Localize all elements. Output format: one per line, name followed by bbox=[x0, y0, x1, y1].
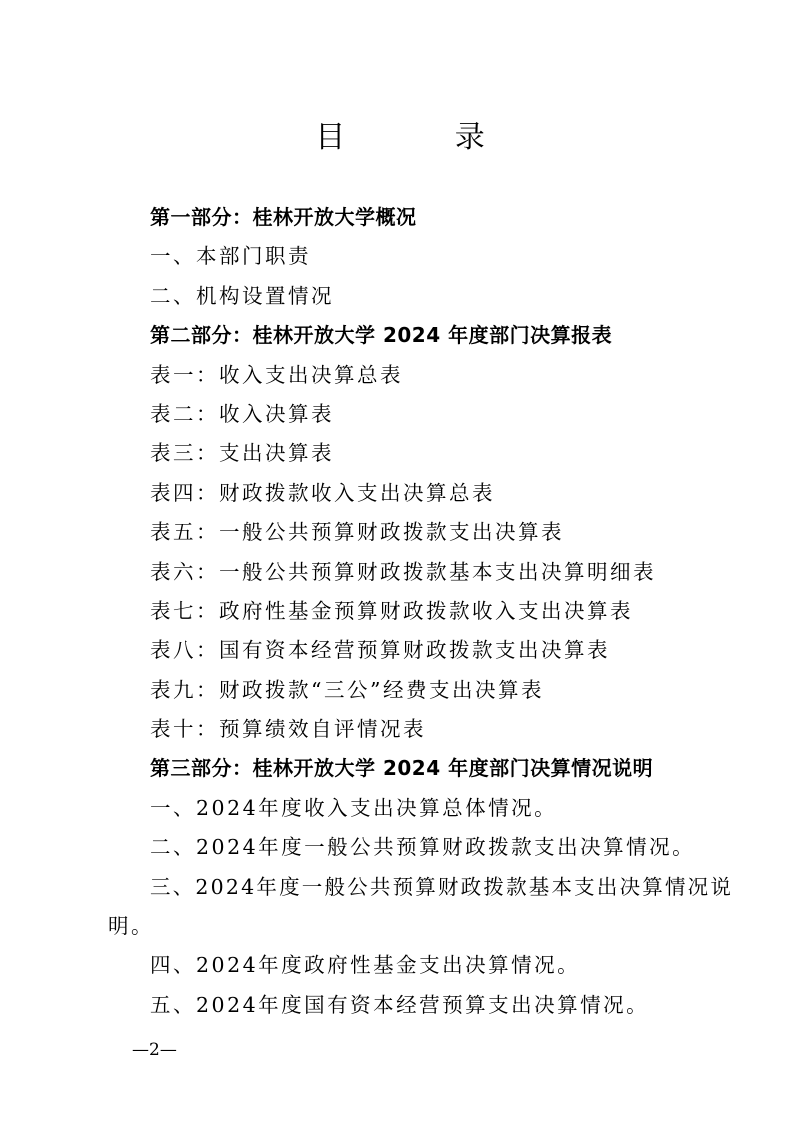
table-of-contents bbox=[0, 198, 800, 1025]
toc-part3-heading: 第三部分：桂林开放大学 2024 年度部门决算情况说明 bbox=[150, 756, 654, 781]
toc-item: 表四：财政拨款收入支出决算总表 bbox=[150, 480, 495, 505]
toc-item: 一、本部门职责 bbox=[150, 244, 311, 269]
toc-item: 表八：国有资本经营预算财政拨款支出决算表 bbox=[150, 638, 610, 663]
toc-part2-heading: 第二部分：桂林开放大学 2024 年度部门决算报表 bbox=[150, 323, 613, 348]
toc-item: 四、2024年度政府性基金支出决算情况。 bbox=[150, 953, 581, 978]
page-number: —2— bbox=[132, 1040, 177, 1060]
toc-item: 表九：财政拨款“三公”经费支出决算表 bbox=[150, 677, 544, 702]
toc-item: 表二：收入决算表 bbox=[150, 401, 334, 426]
toc-item: 一、2024年度收入支出决算总体情况。 bbox=[150, 795, 558, 820]
toc-item: 表三：支出决算表 bbox=[150, 441, 334, 466]
toc-item-continuation: 明。 bbox=[108, 914, 154, 939]
toc-item: 三、2024年度一般公共预算财政拨款基本支出决算情况说 bbox=[150, 874, 734, 899]
toc-item: 二、机构设置情况 bbox=[150, 283, 334, 308]
toc-item: 二、2024年度一般公共预算财政拨款支出决算情况。 bbox=[150, 835, 696, 860]
toc-item: 表五：一般公共预算财政拨款支出决算表 bbox=[150, 520, 564, 545]
toc-item: 表一：收入支出决算总表 bbox=[150, 362, 403, 387]
toc-item: 表七：政府性基金预算财政拨款收入支出决算表 bbox=[150, 598, 633, 623]
toc-item: 表十：预算绩效自评情况表 bbox=[150, 717, 426, 742]
toc-item: 五、2024年度国有资本经营预算支出决算情况。 bbox=[150, 992, 650, 1017]
toc-item: 表六：一般公共预算财政拨款基本支出决算明细表 bbox=[150, 559, 656, 584]
page-title: 目 录 bbox=[315, 120, 535, 155]
toc-part1-heading: 第一部分：桂林开放大学概况 bbox=[150, 205, 417, 229]
